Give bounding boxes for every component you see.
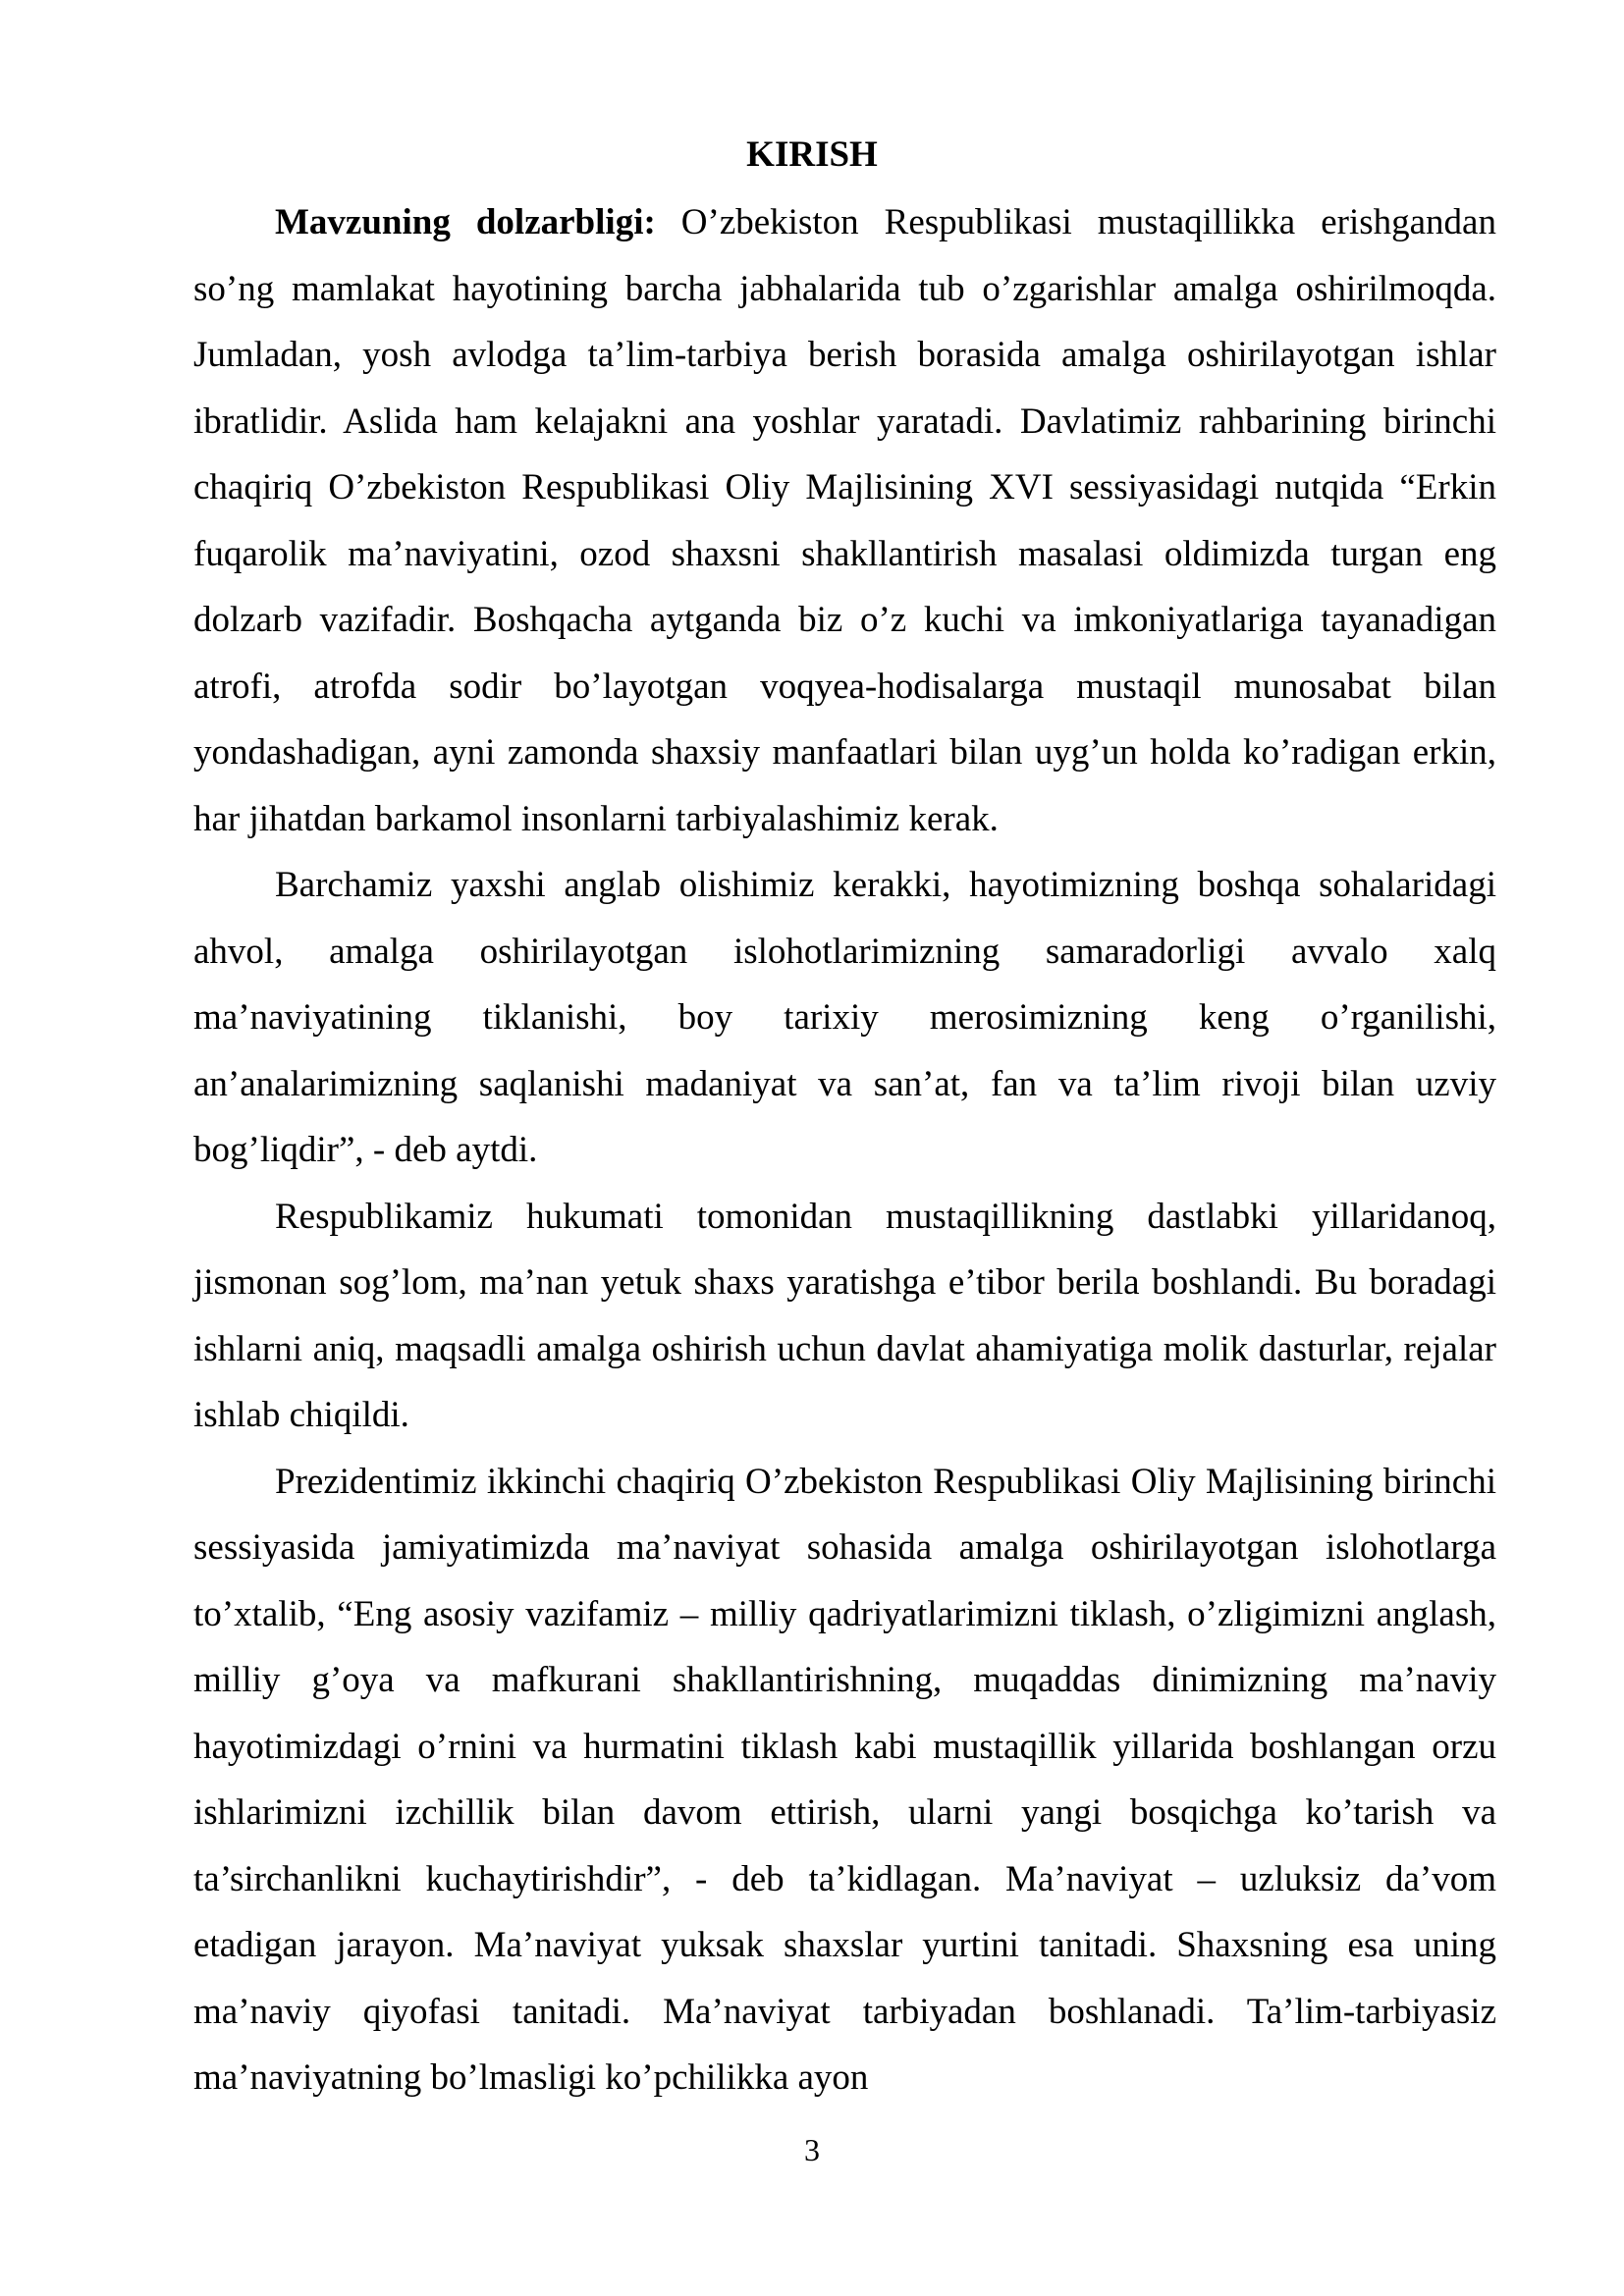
paragraph-government: Respublikamiz hukumati tomonidan mustaqillikning dastlabki yillaridanoq, jismonan sog’lom, ma’nan yetuk shaxs yaratishga e’tibor berila boshlandi. Bu boradagi ishlarni aniq, maqsadli amalga oshirish uchun davlat ahamiyatiga molik dasturlar, rejalar ishlab chiqildi. <box>193 1196 1496 1435</box>
section-heading: KIRISH <box>746 134 878 175</box>
body-text <box>193 189 1496 2111</box>
relevance-lead: Mavzuning dolzarbligi: <box>275 202 656 242</box>
relevance-text: O’zbekiston Respublikasi mustaqillikka erishgandan so’ng mamlakat hayotining barcha jabhalarida tub o’zgarishlar amalga oshirilmoqda. Jumladan, yosh avlodga ta’lim-tarbiya berish borasida amalga oshirilayotgan ishlar ibratlidir. Aslida ham kelajakni ana yoshlar yaratadi. Davlatimiz rahbarining birinchi chaqiriq O’zbekiston Respublikasi Oliy Majlisining XVI sessiyasidagi nutqida “Erkin fuqarolik ma’naviyatini, ozod shaxsni shakllantirish masalasi oldimizda turgan eng dolzarb vazifadir. Boshqacha aytganda biz o’z kuchi va imkoniyatlariga tayanadigan atrofi, atrofda sodir bo’layotgan voqyea-hodisalarga mustaqil munosabat bilan yondashadigan, ayni zamonda shaxsiy manfaatlari bilan uyg’un holda ko’radigan erkin, har jihatdan barkamol insonlarni tarbiyalashimiz kerak. <box>193 202 1496 839</box>
page-number: 3 <box>804 2132 820 2167</box>
paragraph-president: Prezidentimiz ikkinchi chaqiriq O’zbekiston Respublikasi Oliy Majlisining birinchi sessiyasida jamiyatimizda ma’naviyat sohasida amalga oshirilayotgan islohotlarga to’xtalib, “Eng asosiy vazifamiz – milliy qadriyatlarimizni tiklash, o’zligimizni anglash, milliy g’oya va mafkurani shakllantirishning, muqaddas dinimizning ma’naviy hayotimizdagi o’rnini va hurmatini tiklash kabi mustaqillik yillarida boshlangan orzu ishlarimizni izchillik bilan davom ettirish, ularni yangi bosqichga ko’tarish va ta’sirchanlikni kuchaytirishdir”, - deb ta’kidlagan. Ma’naviyat – uzluksiz da’vom etadigan jarayon. Ma’naviyat yuksak shaxslar yurtini tanitadi. Shaxsning esa uning ma’naviy qiyofasi tanitadi. Ma’naviyat tarbiyadan boshlanadi. Ta’lim-tarbiyasiz ma’naviyatning bo’lmasligi ko’pchilikka ayon <box>193 1461 1496 2098</box>
paragraph-relevance <box>193 189 1496 852</box>
paragraph-spirituality: Barchamiz yaxshi anglab olishimiz kerakki, hayotimizning boshqa sohalaridagi ahvol, amalga oshirilayotgan islohotlarimizning samaradorligi avvalo xalq ma’naviyatining tiklanishi, boy tarixiy merosimizning keng o’rganilishi, an’analarimizning saqlanishi madaniyat va san’at, fan va ta’lim rivoji bilan uzviy bog’liqdir”, - deb aytdi. <box>193 865 1496 1170</box>
